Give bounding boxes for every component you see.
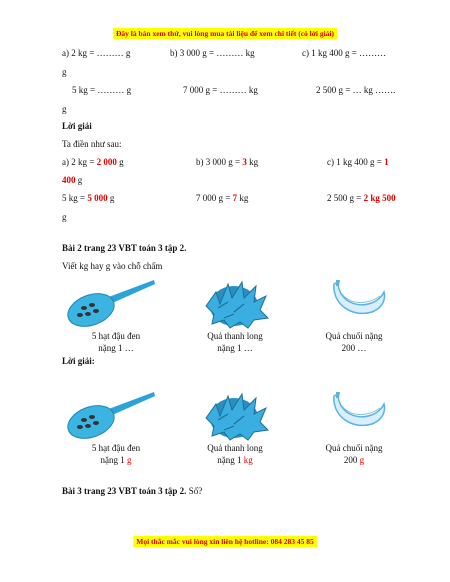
answer-value: 7 (232, 193, 238, 203)
answer-value: 500 (382, 193, 396, 203)
ex1-answer-row1-a: a) 2 kg = 2 000 g (62, 157, 124, 167)
ex2-answer-caption: Quả chuối nặng 200 g (325, 443, 383, 465)
header-banner: Đây là bản xem thử, vui lòng mua tài liệu để xem chi tiết (có lời giải) (113, 28, 337, 39)
ex2-item-caption: Quả chuối nặng 200 … (325, 331, 383, 353)
ex3-title: Bài 3 trang 23 VBT toán 3 tập 2. Số? (62, 486, 203, 496)
ex2-item-caption: Quả thanh long nặng 1 … (207, 331, 263, 353)
answer-value: 5 000 (87, 193, 108, 203)
spoon-with-beans-icon (66, 390, 156, 442)
ex2-answer-caption: 5 hạt đậu đen nặng 1 g (91, 443, 141, 465)
banana-icon (328, 390, 388, 436)
ex1-answer-row1-b: b) 3 000 g = 3 kg (196, 157, 259, 167)
ex1-answer-row1-c-wrap: 400 g (62, 175, 83, 185)
ex1-answer-row2-a: 5 kg = 5 000 g (62, 193, 115, 203)
answer-value: 1 (384, 157, 389, 167)
dragon-fruit-icon (198, 388, 270, 444)
ex1-solution-intro: Ta điền như sau: (62, 139, 122, 149)
ex2-item-caption: 5 hạt đậu đen nặng 1 … (91, 331, 141, 353)
answer-value: 400 (62, 175, 76, 185)
answer-unit: g (127, 455, 132, 465)
answer-value: 2 000 (96, 157, 117, 167)
answer-value: 2 (363, 193, 369, 203)
banana-icon (328, 278, 388, 324)
ex1-solution-title: Lời giải (62, 121, 92, 131)
ex2-answer-caption: Quả thanh long nặng 1 kg (207, 443, 263, 465)
ex2-title: Bài 2 trang 23 VBT toán 3 tập 2. (62, 243, 187, 253)
ex1-row2-wrap: g (62, 104, 67, 114)
ex1-answer-row1-c: c) 1 kg 400 g = 1 (327, 157, 389, 167)
answer-unit: g (359, 455, 365, 465)
ex1-row2-a: 5 kg = ……… g (72, 85, 132, 95)
answer-value: 3 (242, 157, 247, 167)
ex1-row2-b: 7 000 g = ……… kg (183, 85, 258, 95)
ex1-row2-c: 2 500 g = … kg ……. (316, 85, 396, 95)
ex1-row1-c: c) 1 kg 400 g = ……… (302, 48, 387, 58)
ex1-answer-row2-b: 7 000 g = 7 kg (196, 193, 249, 203)
ex1-row1-a: a) 2 kg = ……… g (62, 48, 131, 58)
ex2-solution-title: Lời giải: (62, 356, 95, 366)
ex1-row1-b: b) 3 000 g = ……… kg (170, 48, 255, 58)
ex1-row1-wrap: g (62, 67, 67, 77)
footer-banner: Mọi thắc mắc vui lòng xin liên hệ hotline: 084 283 45 85 (133, 536, 317, 547)
ex1-answer-row2-c: 2 500 g = 2 kg 500 (327, 193, 396, 203)
ex1-answer-row2-wrap: g (62, 212, 67, 222)
ex2-instruction: Viết kg hay g vào chỗ chấm (62, 261, 163, 271)
dragon-fruit-icon (198, 276, 270, 332)
answer-unit: kg (243, 455, 253, 465)
spoon-with-beans-icon (66, 278, 156, 330)
